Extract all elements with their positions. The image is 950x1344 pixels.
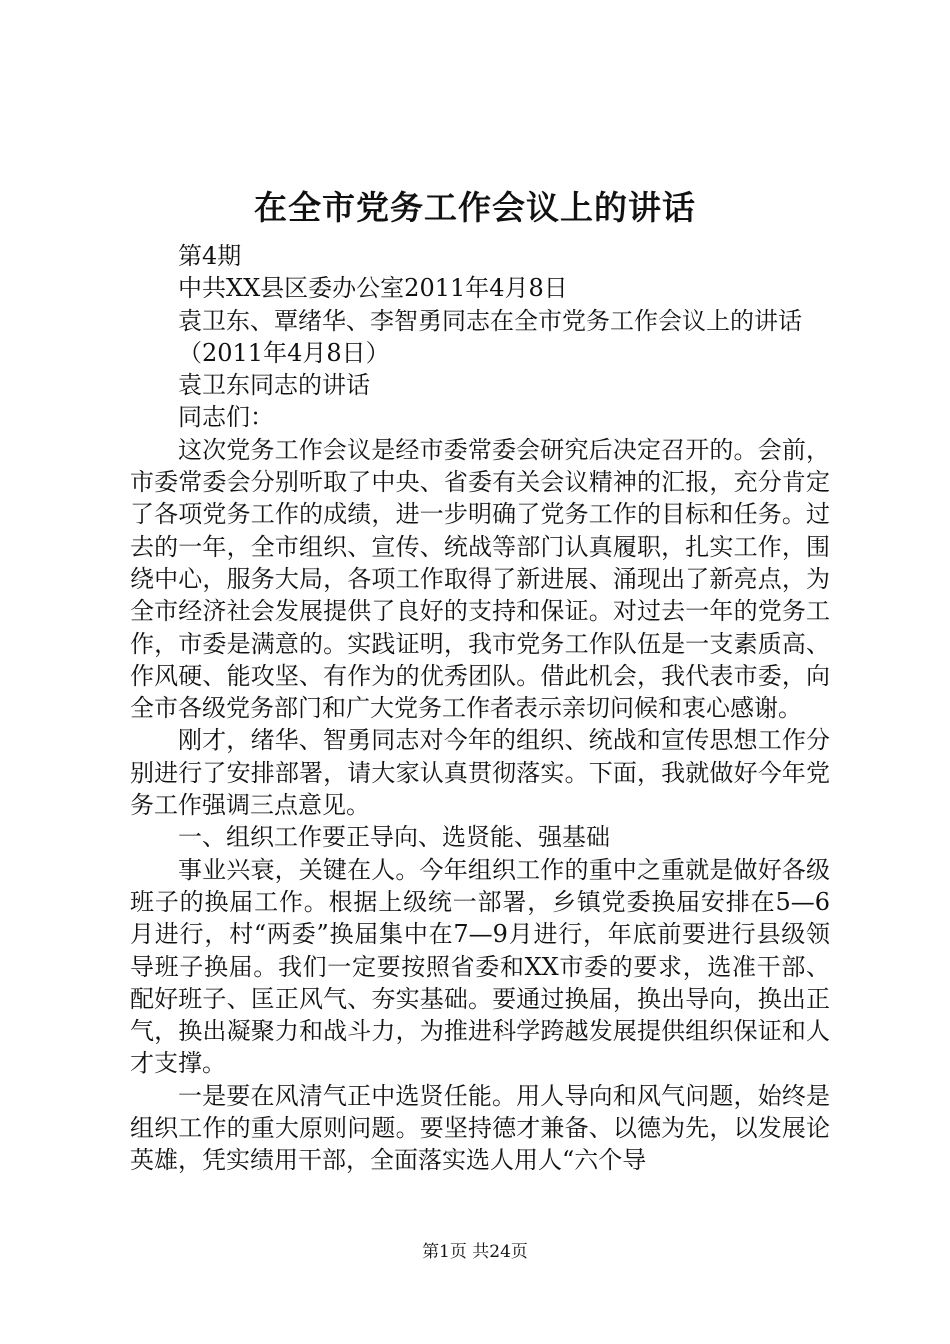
issue-number: 第4期 bbox=[178, 242, 242, 270]
salutation: 同志们： bbox=[178, 403, 274, 432]
body-paragraph: 这次党务工作会议是经市委常委会研究后决定召开的。会前，市委常委会分别听取了中央、省委有关会议精神的汇报，充分肯定了各项党务工作的成绩，进一步明确了党务工作的目标和任务。过去的一年，全市组织、宣传、统战等部门认真履职，扎实工作，围绕中心，服务大局，各项工作取得了新进展、涌现出了新亮点，为全市经济社会发展提供了良好的支持和保证。对过去一年的党务工作，市委是满意的。实践证明，我市党务工作队伍是一支素质高、作风硬、能攻坚、有作为的优秀团队。借此机会，我代表市委，向全市各级党务部门和广大党务工作者表示亲切问候和衷心感谢。 bbox=[130, 435, 830, 723]
section-heading: 一、组织工作要正导向、选贤能、强基础 bbox=[178, 823, 610, 852]
speech-heading: 袁卫东同志的讲话 bbox=[178, 371, 370, 400]
page-footer: 第1页 共24页 bbox=[422, 1242, 528, 1262]
document-title: 在全市党务工作会议上的讲话 bbox=[254, 188, 696, 227]
document-body bbox=[130, 240, 830, 1177]
issuer-date-line: 中共XX县区委办公室2011年4月8日 bbox=[178, 274, 568, 303]
speech-subject-line: 袁卫东、覃绪华、李智勇同志在全市党务工作会议上的讲话 bbox=[178, 306, 802, 335]
body-paragraph: 事业兴衰，关键在人。今年组织工作的重中之重就是做好各级班子的换届工作。根据上级统一部署，乡镇党委换届安排在5—6月进行，村“两委”换届集中在7—9月进行，年底前要进行县级领导班子换届。我们一定要按照省委和XX市委的要求，选准干部、配好班子、匡正风气、夯实基础。要通过换届，换出导向，换出正气，换出凝聚力和战斗力，为推进科学跨越发展提供组织保证和人才支撑。 bbox=[130, 855, 830, 1078]
body-paragraph: 刚才，绪华、智勇同志对今年的组织、统战和宣传思想工作分别进行了安排部署，请大家认真贯彻落实。下面，我就做好今年党务工作强调三点意见。 bbox=[130, 726, 830, 820]
body-paragraph: 一是要在风清气正中选贤任能。用人导向和风气问题，始终是组织工作的重大原则问题。要坚持德才兼备、以德为先，以发展论英雄，凭实绩用干部，全面落实选人用人“六个导 bbox=[130, 1081, 830, 1175]
speech-date: （2011年4月8日） bbox=[178, 338, 390, 367]
